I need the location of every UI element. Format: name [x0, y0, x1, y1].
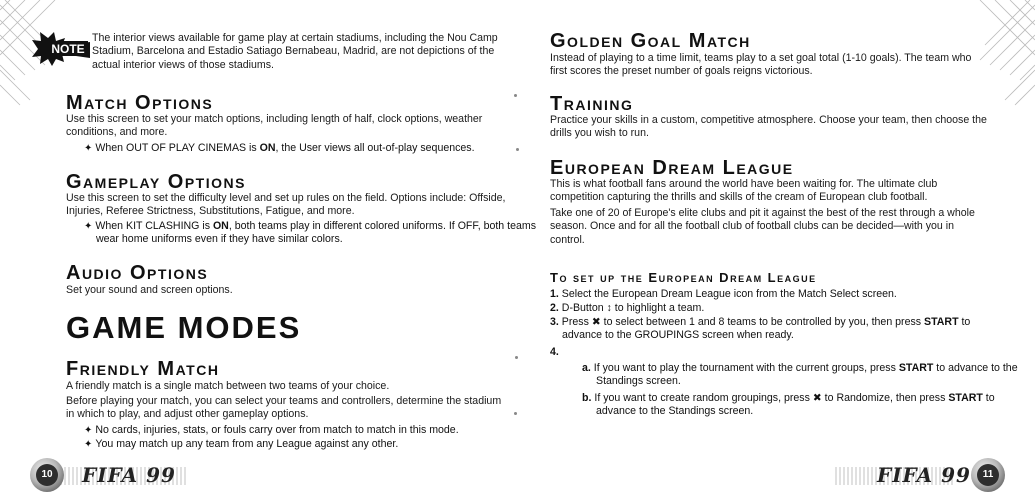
gameplay-options-heading: Gameplay Options — [66, 171, 246, 193]
page-number: 11 — [977, 464, 999, 486]
game-modes-heading: GAME MODES — [66, 310, 302, 345]
friendly-match-bullet2: ✦ You may match up any team from any League against any other. — [84, 438, 399, 450]
note-badge-icon — [32, 32, 90, 66]
golden-goal-heading: Golden Goal Match — [550, 30, 751, 52]
note-text: The interior views available for game play at certain stadiums, including the Nou Camp Stadium, Barcelona and Estadio Satiago Bernabeau, Madrid, are not depictions of the actual interior views of those stadiums. — [92, 32, 498, 71]
gutter-mark — [514, 94, 517, 97]
step-4: 4. — [550, 346, 559, 358]
fifa-logo: FIFA 99 — [82, 463, 176, 487]
friendly-match-heading: Friendly Match — [66, 358, 220, 380]
soccer-ball-icon — [30, 458, 64, 492]
star-bullet-icon: ✦ — [84, 425, 93, 436]
match-options-bullet: ✦ When OUT OF PLAY CINEMAS is ON, the User views all out-of-play sequences. — [84, 142, 475, 154]
audio-options-body: Set your sound and screen options. — [66, 284, 233, 296]
star-bullet-icon: ✦ — [84, 143, 93, 154]
friendly-match-body2: Before playing your match, you can select your teams and controllers, determine the stadium in which to play, and adjust other gameplay options. — [66, 395, 502, 421]
gutter-mark — [514, 412, 517, 415]
soccer-ball-icon — [971, 458, 1005, 492]
star-bullet-icon: ✦ — [84, 439, 93, 450]
training-body: Practice your skills in a custom, competitive atmosphere. Choose your team, then choose the drills you wish to run. — [550, 114, 987, 140]
step-4a: a. If you want to play the tournament with the current groups, press START to advance to the Standings screen. — [582, 362, 1018, 388]
step-3: 3. Press ✖ to select between 1 and 8 teams to be controlled by you, then press START to advance to the GROUPINGS screen when ready. — [550, 316, 971, 342]
step-2: 2. D-Button ↕ to highlight a team. — [550, 302, 705, 314]
gameplay-options-body: Use this screen to set the difficulty level and set up rules on the field. Options include: Offside, Injuries, Referee Strictness, Substitutions, Fatigue, and more. — [66, 192, 506, 218]
step-4b: b. If you want to create random groupings, press ✖ to Randomize, then press START to advance to the Standings screen. — [582, 392, 995, 418]
note-badge-label: NOTE — [51, 42, 85, 56]
page-number: 10 — [36, 464, 58, 486]
european-dream-league-heading: European Dream League — [550, 157, 794, 179]
star-bullet-icon: ✦ — [84, 221, 93, 232]
audio-options-heading: Audio Options — [66, 262, 209, 284]
right-footer — [835, 458, 1005, 494]
golden-goal-body: Instead of playing to a time limit, teams play to a set goal total (1-10 goals). The team who first scores the preset number of goals reigns victorious. — [550, 52, 972, 78]
fifa-logo: FIFA 99 — [877, 463, 971, 487]
friendly-match-bullet1: ✦ No cards, injuries, stats, or fouls carry over from match to match in this mode. — [84, 424, 459, 436]
match-options-body: Use this screen to set your match options, including length of half, clock options, weather conditions, and more. — [66, 113, 483, 139]
match-options-heading: Match Options — [66, 92, 214, 114]
right-page — [518, 0, 1035, 500]
european-dream-league-body2: Take one of 20 of Europe's elite clubs and pit it against the best of the rest through a whole season. Once and for all the football club of football clubs can be decided—with you in control. — [550, 207, 975, 246]
left-footer — [30, 458, 230, 494]
step-1: 1. Select the European Dream League icon from the Match Select screen. — [550, 288, 897, 300]
european-dream-league-body1: This is what football fans around the world have been waiting for. The ultimate club competition capturing the thrills and skills of the cream of European club football. — [550, 178, 938, 204]
to-set-up-heading: To set up the European Dream League — [550, 270, 817, 285]
friendly-match-body1: A friendly match is a single match between two teams of your choice. — [66, 380, 390, 392]
training-heading: Training — [550, 93, 634, 115]
gameplay-options-bullet: ✦ When KIT CLASHING is ON, both teams play in different colored uniforms. If OFF, both teams wear home uniforms even if they have similar colors. — [84, 220, 536, 246]
